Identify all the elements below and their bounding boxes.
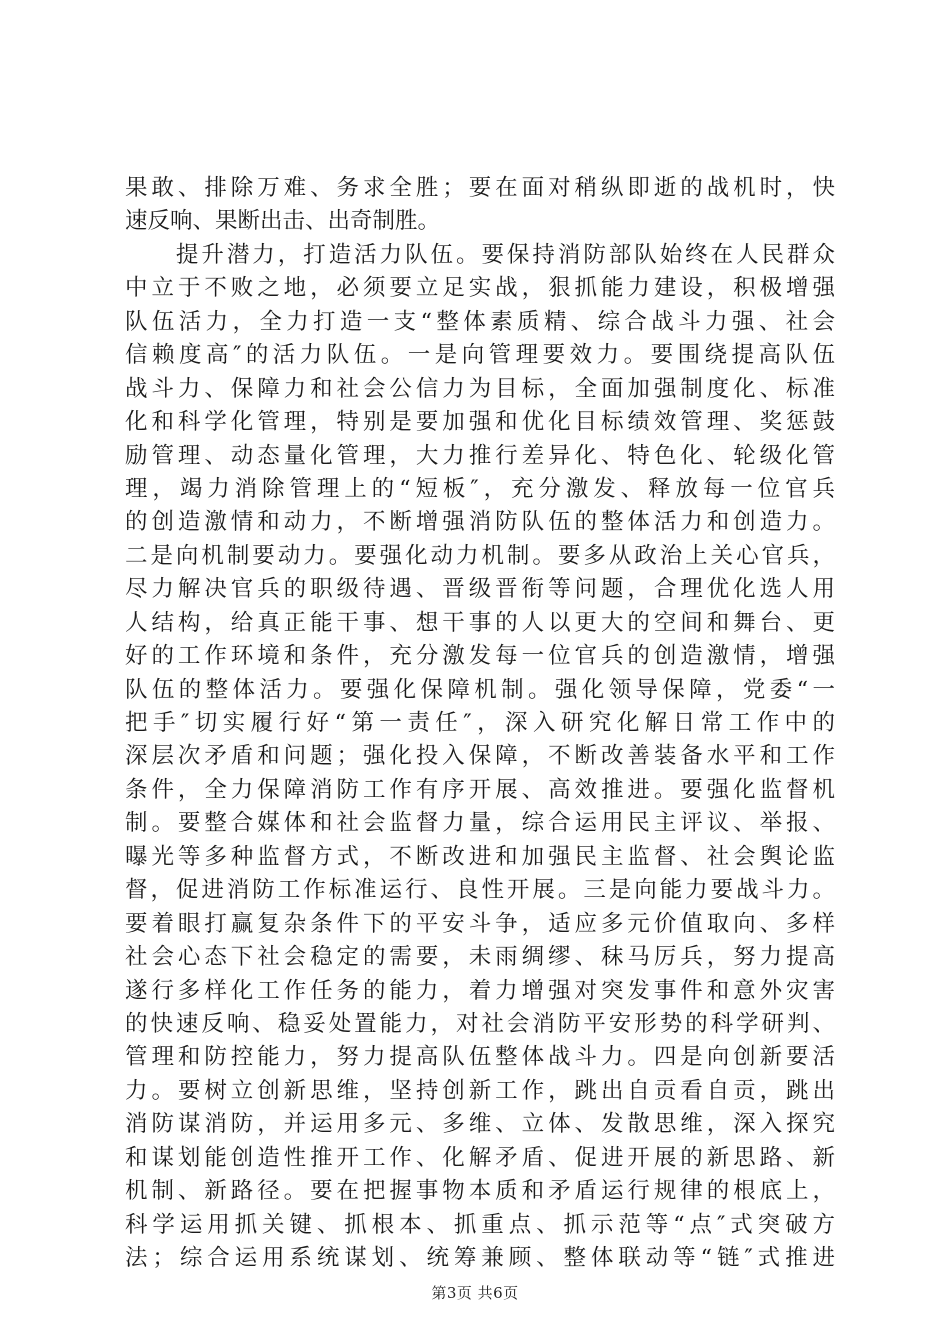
text-line: 机制、新路径。要在把握事物本质和矛盾运行规律的根底上， <box>125 1178 835 1205</box>
text-line: 果敢、排除万难、务求全胜；要在面对稍纵即逝的战机时，快 <box>125 175 835 201</box>
text-line: 队伍活力，全力打造一支“整体素质精、综合战斗力强、社会 <box>125 308 835 335</box>
text-line: 人结构，给真正能干事、想干事的人以更大的空间和舞台、更 <box>125 609 835 636</box>
text-line: 深层次矛盾和问题；强化投入保障，不断改善装备水平和工作 <box>125 743 835 770</box>
text-line: 中立于不败之地，必须要立足实战，狠抓能力建设，积极增强 <box>125 275 835 302</box>
text-line: 战斗力、保障力和社会公信力为目标，全面加强制度化、标准 <box>125 375 835 402</box>
text-line: 条件，全力保障消防工作有序开展、高效推进。要强化监督机 <box>125 776 835 803</box>
text-line: 把手″切实履行好“第一责任″，深入研究化解日常工作中的 <box>125 710 835 736</box>
text-line: 化和科学化管理，特别是要加强和优化目标绩效管理、奖惩鼓 <box>125 409 835 436</box>
text-line: 提升潜力，打造活力队伍。要保持消防部队始终在人民群众 <box>125 241 835 268</box>
text-line: 信赖度高″的活力队伍。一是向管理要效力。要围绕提高队伍 <box>125 342 835 369</box>
text-line: 遂行多样化工作任务的能力，着力增强对突发事件和意外灾害 <box>125 977 835 1004</box>
text-line: 管理和防控能力，努力提高队伍整体战斗力。四是向创新要活 <box>125 1044 835 1071</box>
text-line: 法；综合运用系统谋划、统筹兼顾、整体联动等“链″式推进 <box>125 1245 835 1271</box>
text-line: 好的工作环境和条件，充分激发每一位官兵的创造激情，增强 <box>125 643 835 670</box>
text-line: 督，促进消防工作标准运行、良性开展。三是向能力要战斗力。 <box>125 877 835 904</box>
text-line: 曝光等多种监督方式，不断改进和加强民主监督、社会舆论监 <box>125 843 835 870</box>
text-line: 消防谋消防，并运用多元、多维、立体、发散思维，深入探究 <box>125 1111 835 1138</box>
text-line: 力。要树立创新思维，坚持创新工作，跳出自贡看自贡，跳出 <box>125 1077 835 1104</box>
page-footer: 第3页 共6页 <box>431 1284 519 1302</box>
text-line: 理，竭力消除管理上的“短板″，充分激发、释放每一位官兵 <box>125 475 835 502</box>
body-text <box>125 172 835 1275</box>
text-line: 制。要整合媒体和社会监督力量，综合运用民主评议、举报、 <box>125 810 835 837</box>
text-line: 二是向机制要动力。要强化动力机制。要多从政治上关心官兵， <box>125 542 835 569</box>
text-line: 队伍的整体活力。要强化保障机制。强化领导保障，党委“一 <box>125 676 835 703</box>
text-line: 科学运用抓关键、抓根本、抓重点、抓示范等“点″式突破方 <box>125 1211 835 1238</box>
text-line: 的快速反响、稳妥处置能力，对社会消防平安形势的科学研判、 <box>125 1010 835 1037</box>
text-line: 励管理、动态量化管理，大力推行差异化、特色化、轮级化管 <box>125 442 835 469</box>
text-line: 的创造激情和动力，不断增强消防队伍的整体活力和创造力。 <box>125 509 835 536</box>
text-line: 速反响、果断出击、出奇制胜。 <box>125 208 441 235</box>
text-line: 社会心态下社会稳定的需要，未雨绸缪、秣马厉兵，努力提高 <box>125 944 835 971</box>
text-line: 尽力解决官兵的职级待遇、晋级晋衔等问题，合理优化选人用 <box>125 576 835 603</box>
text-line: 要着眼打赢复杂条件下的平安斗争，适应多元价值取向、多样 <box>125 910 835 937</box>
text-line: 和谋划能创造性推开工作、化解矛盾、促进开展的新思路、新 <box>125 1144 835 1171</box>
